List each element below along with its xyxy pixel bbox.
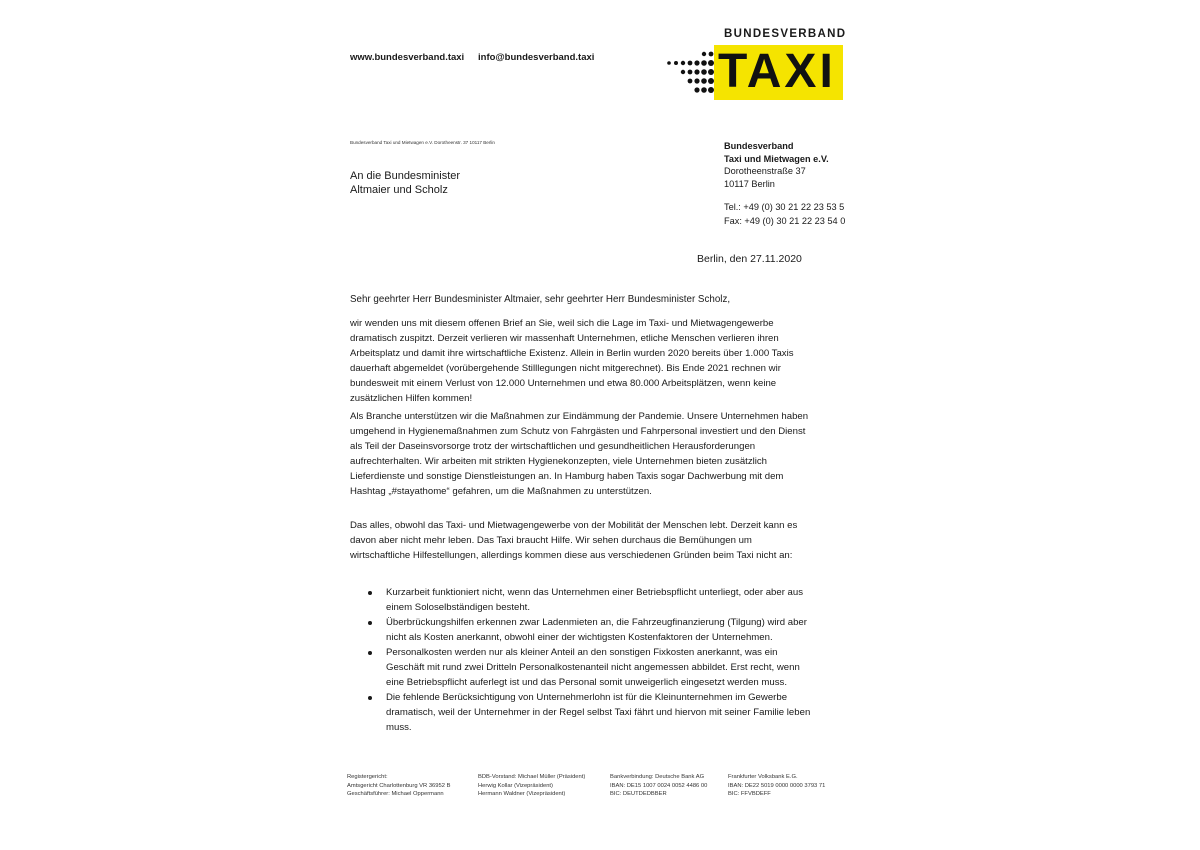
city: 10117 Berlin — [724, 178, 775, 189]
paragraph-1: wir wenden uns mit diesem offenen Brief an Sie, weil sich die Lage im Taxi- und Mietwagengewerbe dramatisch zuspitzt. Derzeit verlieren wir massenhaft Unternehmen, etliche Menschen verlieren ihren Arbeitsplatz und damit ihre wirtschaftliche Existenz. Allein in Berlin wurden 2020 bereits über 1.000 Taxis dauerhaft abgemeldet (vorübergehende Stilllegungen nicht mitgerechnet). Bis Ende 2021 rechnen wir bundesweit mit einem Verlust von 12.000 Unternehmen und etwa 80.000 Arbeitsplätzen, wenn keine zusätzlichen Hilfen kommen! — [350, 318, 794, 404]
website-link[interactable]: www.bundesverband.taxi — [350, 52, 465, 63]
list-item — [368, 645, 818, 690]
salutation: Sehr geehrter Herr Bundesminister Altmaier, sehr geehrter Herr Bundesminister Scholz, — [350, 294, 731, 305]
list-item-text: Kurzarbeit funktioniert nicht, wenn das Unternehmen einer Betriebspflicht unterliegt, oder aber aus einem Soloselbständigen besteht. — [386, 587, 804, 613]
sender-return-address: Bundesverband Taxi und Mietwagen e.V. Dorotheenstr. 37 10117 Berlin — [350, 140, 495, 145]
footer-line: Frankfurter Volksbank E.G. — [728, 774, 798, 780]
phone: Tel.: +49 (0) 30 21 22 23 53 5 — [724, 202, 845, 212]
bullet-icon — [368, 591, 372, 595]
letter-date: Berlin, den 27.11.2020 — [697, 253, 802, 265]
footer-line: Amtsgericht Charlottenburg VR 36952 B — [347, 782, 451, 789]
footer-bank-1 — [610, 773, 707, 799]
paragraph-2: Als Branche unterstützen wir die Maßnahmen zur Eindämmung der Pandemie. Unsere Unternehmen haben umgehend in Hygienemaßnahmen zum Schutz von Fahrgästen und Fahrpersonal investiert und den Dienst als Teil der Daseinsvorsorge trotz der wirtschaftlichen und gesundheitlichen Herausforderungen aufrechterhalten. Wir arbeiten mit strikten Hygienekonzepten, viele Unternehmen bieten zusätzlich Lieferdienste und sonstige Dienstleistungen an. In Hamburg haben Taxis sogar Dachwerbung mit dem Hashtag „#stayathome“ gefahren, um die Maßnahmen zu unterstützen. — [350, 411, 809, 497]
recipient-block — [350, 169, 460, 197]
list-item — [368, 585, 818, 615]
logo-taxi-text: TAXI — [718, 45, 836, 98]
list-item-text: Personalkosten werden nur als kleiner Anteil an den sonstigen Fixkosten anerkannt, was ein Geschäft mit rund zwei Dritteln Personalkostenanteil nicht angemessen abbildet. Erst recht, wenn eine Betriebspflicht auferlegt ist und das Personal somit unweigerlich eingesetzt werden muss. — [386, 647, 800, 688]
footer-line: Registergericht: — [347, 774, 388, 780]
list-item-text: Die fehlende Berücksichtigung von Unternehmerlohn ist für die Kleinunternehmen im Gewerbe dramatisch, weil der Unternehmer in der Regel selbst Taxi fährt und hiervon mit seiner Familie leben muss. — [386, 692, 811, 733]
bullet-icon — [368, 651, 372, 655]
footer-line: BIC: FFVBDEFF — [728, 791, 771, 797]
org-name-1: Bundesverband — [724, 141, 794, 151]
bullet-icon — [368, 696, 372, 700]
paragraph-3: Das alles, obwohl das Taxi- und Mietwagengewerbe von der Mobilität der Menschen lebt. Derzeit kann es davon aber nicht mehr leben. Das Taxi braucht Hilfe. Wir sehen durchaus die Bemühungen um wirtschaftliche Hilfestellungen, allerdings kommen diese aus verschiedenen Gründen beim Taxi nicht an: — [350, 520, 798, 561]
street: Dorotheenstraße 37 — [724, 166, 806, 176]
logo-brand-text: BUNDESVERBAND — [724, 28, 847, 40]
footer-line: IBAN: DE22 5019 0000 0000 3793 71 — [728, 782, 826, 789]
email-link[interactable]: info@bundesverband.taxi — [478, 52, 595, 63]
footer-board — [478, 773, 585, 799]
sender-address-block — [724, 140, 829, 190]
footer-register — [347, 773, 450, 799]
recipient-line-2: Altmaier und Scholz — [350, 184, 448, 196]
footer-line: BIC: DEUTDEDBBER — [610, 791, 667, 797]
footer-line: Hermann Waldner (Vizepräsident) — [478, 791, 566, 797]
footer-line: Herwig Kollar (Vizepräsident) — [478, 782, 553, 789]
list-item-text: Überbrückungshilfen erkennen zwar Ladenmieten an, die Fahrzeugfinanzierung (Tilgung) wird aber nicht als Kosten anerkannt, obwohl einer der wichtigsten Kostenfaktoren der Unternehmen. — [386, 617, 807, 643]
list-item — [368, 690, 818, 735]
list-item — [368, 615, 818, 645]
footer-line: Bankverbindung: Deutsche Bank AG — [610, 774, 705, 780]
bullet-icon — [368, 621, 372, 625]
bullet-list — [368, 585, 818, 735]
fax: Fax: +49 (0) 30 21 22 23 54 0 — [724, 215, 846, 226]
footer-line: BDB-Vorstand: Michael Müller (Präsident) — [478, 774, 586, 780]
footer-bank-2 — [728, 773, 825, 799]
recipient-line-1: An die Bundesminister — [350, 170, 461, 182]
contact-block — [724, 201, 845, 228]
footer-line: IBAN: DE15 1007 0024 0052 4486 00 — [610, 782, 708, 789]
org-name-2: Taxi und Mietwagen e.V. — [724, 153, 829, 164]
taxi-logo — [664, 28, 846, 104]
footer-line: Geschäftsführer: Michael Oppermann — [347, 791, 444, 797]
